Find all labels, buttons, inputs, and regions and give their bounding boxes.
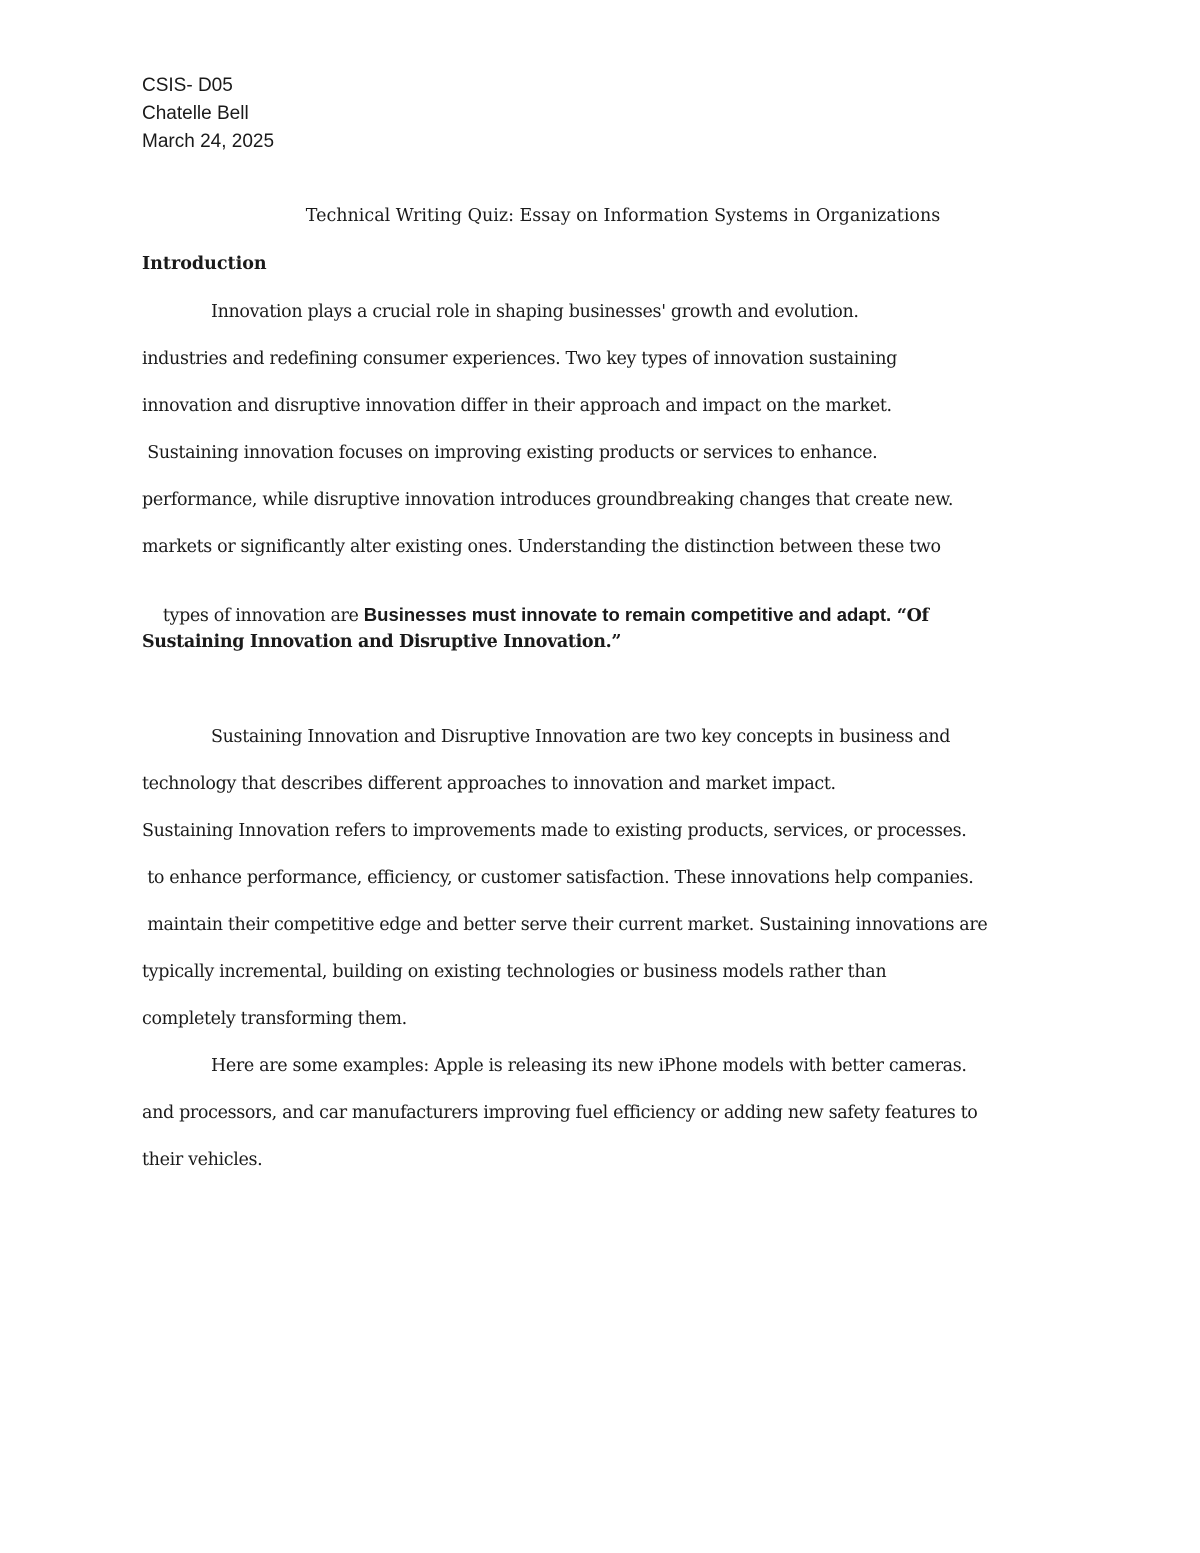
paragraph3-line1: Here are some examples: Apple is releasing its new iPhone models with better cameras. bbox=[211, 1056, 967, 1076]
header-block bbox=[142, 72, 274, 156]
paragraph2-line6: typically incremental, building on existing technologies or business models rather than bbox=[142, 962, 887, 982]
paragraph2-line4: to enhance performance, efficiency, or customer satisfaction. These innovations help companies. bbox=[142, 868, 974, 888]
document-date: March 24, 2025 bbox=[142, 131, 275, 152]
paragraph2-line5: maintain their competitive edge and better serve their current market. Sustaining innovations are bbox=[142, 915, 988, 935]
paragraph1-line5: performance, while disruptive innovation introduces groundbreaking changes that create new. bbox=[142, 490, 954, 510]
paragraph1-line3: innovation and disruptive innovation differ in their approach and impact on the market. bbox=[142, 396, 892, 416]
section-heading-introduction: Introduction bbox=[142, 254, 267, 274]
paragraph1-line1: Innovation plays a crucial role in shaping businesses' growth and evolution. bbox=[211, 302, 859, 322]
course-code: CSIS- D05 bbox=[142, 75, 233, 96]
paragraph1-line4: Sustaining innovation focuses on improving existing products or services to enhance. bbox=[142, 443, 878, 463]
paragraph3-line3: their vehicles. bbox=[142, 1150, 263, 1170]
paragraph1-line6: markets or significantly alter existing ones. Understanding the distinction between these two bbox=[142, 537, 941, 557]
paragraph1-line7-bold: Businesses must innovate to remain competitive and adapt. bbox=[363, 604, 892, 625]
paragraph2-line7: completely transforming them. bbox=[142, 1009, 407, 1029]
author-name: Chatelle Bell bbox=[142, 103, 249, 124]
paragraph1-line7-start: types of innovation are bbox=[162, 606, 364, 626]
paragraph1-line7-quote: “Of bbox=[891, 606, 929, 626]
paragraph2-line2: technology that describes different approaches to innovation and market impact. bbox=[142, 774, 836, 794]
paragraph2-line3: Sustaining Innovation refers to improvements made to existing products, services, or processes. bbox=[142, 821, 967, 841]
document-title: Technical Writing Quiz: Essay on Information Systems in Organizations bbox=[305, 206, 941, 226]
paragraph3-line2: and processors, and car manufacturers improving fuel efficiency or adding new safety features to bbox=[142, 1103, 978, 1123]
paragraph2-line1: Sustaining Innovation and Disruptive Innovation are two key concepts in business and bbox=[211, 727, 951, 747]
paragraph1-line2: industries and redefining consumer experiences. Two key types of innovation sustaining bbox=[142, 349, 897, 369]
paragraph1-line8: Sustaining Innovation and Disruptive Innovation.” bbox=[142, 632, 622, 652]
